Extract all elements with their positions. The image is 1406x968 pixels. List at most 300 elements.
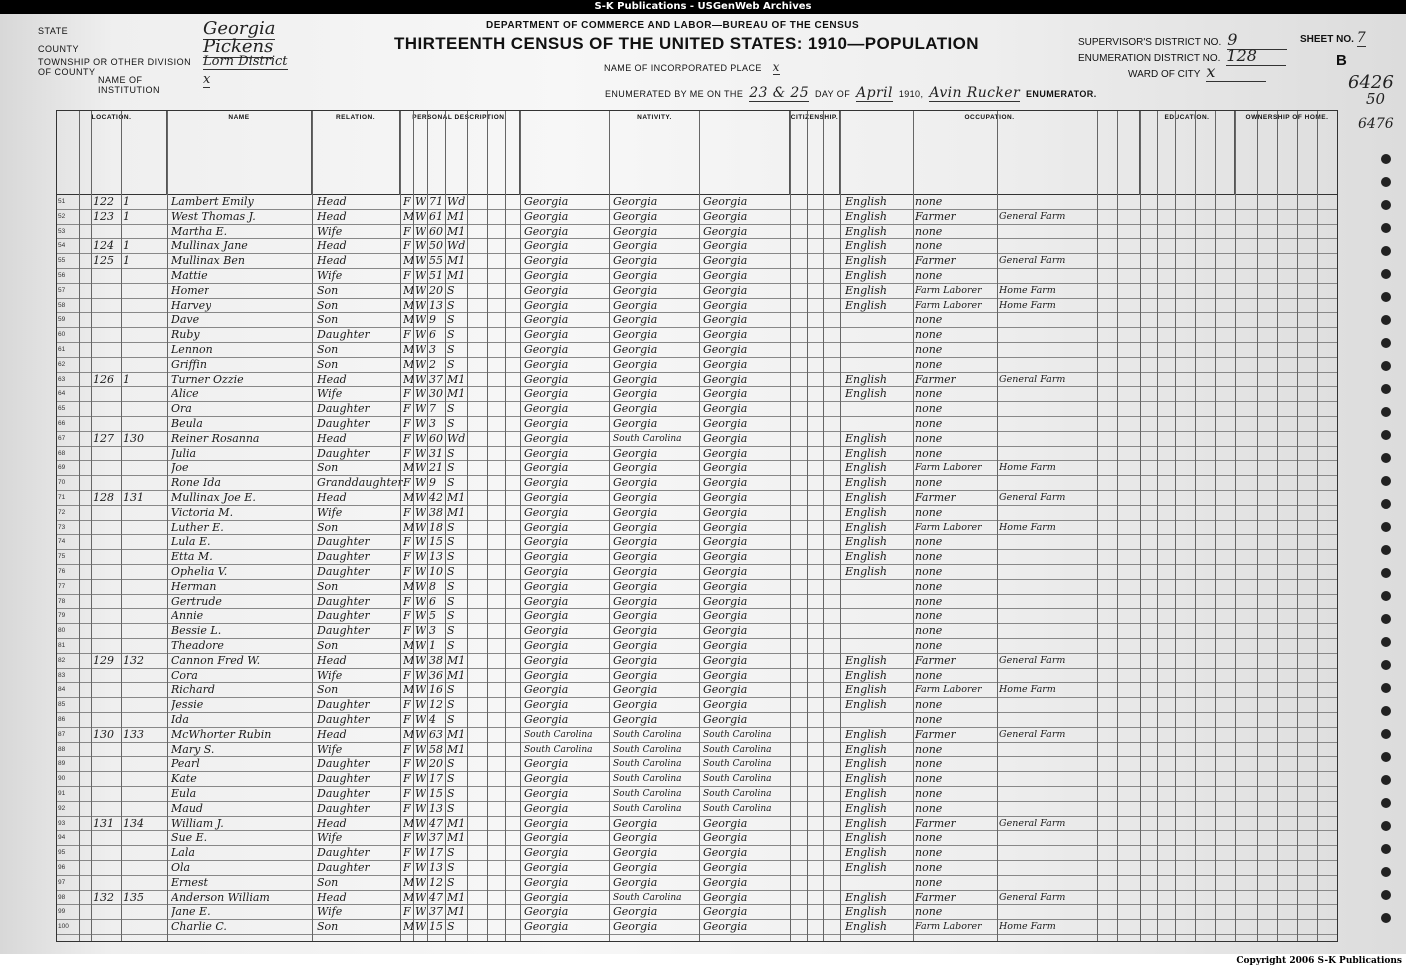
table-row xyxy=(57,284,1337,299)
row-number: 58 xyxy=(58,301,66,309)
relation: Son xyxy=(317,520,339,534)
marital-status: S xyxy=(447,476,455,490)
mother-birthplace: South Carolina xyxy=(703,803,772,814)
relation: Son xyxy=(317,920,339,934)
marital-status: S xyxy=(447,579,455,593)
col-relation: RELATION. xyxy=(312,111,400,195)
marital-status: S xyxy=(447,402,455,416)
binder-hole xyxy=(1381,660,1391,670)
sex: M xyxy=(403,639,415,652)
race: W xyxy=(415,624,427,638)
table-row xyxy=(57,891,1337,906)
mother-birthplace: Georgia xyxy=(703,461,748,475)
occupation: none xyxy=(915,505,943,519)
row-number: 68 xyxy=(58,449,66,457)
occupation: none xyxy=(915,742,943,756)
column-rule xyxy=(1117,111,1118,941)
marital-status: Wd xyxy=(447,431,466,445)
race: W xyxy=(415,209,427,223)
table-row xyxy=(57,328,1337,343)
marital-status: S xyxy=(447,846,455,860)
relation: Daughter xyxy=(317,861,370,874)
table-row xyxy=(57,239,1337,254)
row-number: 60 xyxy=(58,331,66,339)
ward-value: x xyxy=(1206,62,1266,82)
sex: F xyxy=(403,772,411,786)
marital-status: S xyxy=(447,683,455,697)
archive-banner: S-K Publications - USGenWeb Archives xyxy=(0,0,1406,14)
relation: Daughter xyxy=(317,550,370,564)
race: W xyxy=(415,742,427,756)
age: 36 xyxy=(429,668,443,682)
birthplace: Georgia xyxy=(524,579,569,593)
sex: F xyxy=(403,609,411,623)
enumeration-district-label: ENUMERATION DISTRICT NO. xyxy=(1078,53,1221,64)
age: 20 xyxy=(429,283,443,297)
column-headers xyxy=(57,111,1337,195)
relation: Wife xyxy=(317,387,343,401)
sex: F xyxy=(403,624,411,638)
mother-birthplace: Georgia xyxy=(703,565,748,578)
occupation: none xyxy=(915,579,943,593)
industry: General Farm xyxy=(999,210,1066,222)
column-rule xyxy=(699,111,700,941)
relation: Daughter xyxy=(317,713,370,726)
institution-line xyxy=(38,72,288,95)
row-number: 81 xyxy=(58,642,66,649)
mother-birthplace: Georgia xyxy=(703,550,748,564)
father-birthplace: Georgia xyxy=(613,328,658,342)
race: W xyxy=(415,254,427,268)
row-number: 88 xyxy=(58,745,66,753)
marital-status: S xyxy=(447,550,455,564)
dwelling-number: 129 xyxy=(93,653,114,667)
sex: F xyxy=(403,431,411,445)
sex: F xyxy=(403,846,411,860)
father-birthplace: Georgia xyxy=(613,579,658,593)
sheet-label: SHEET NO. xyxy=(1300,34,1354,45)
sex: F xyxy=(403,387,411,401)
mother-birthplace: Georgia xyxy=(703,491,748,504)
table-row xyxy=(57,225,1337,240)
state-value: Georgia xyxy=(203,18,276,39)
row-number: 82 xyxy=(58,656,66,664)
birthplace: Georgia xyxy=(524,431,569,445)
father-birthplace: Georgia xyxy=(613,920,658,934)
industry: General Farm xyxy=(999,654,1066,666)
father-birthplace: Georgia xyxy=(613,372,658,386)
mother-birthplace: Georgia xyxy=(703,698,748,712)
mother-birthplace: Georgia xyxy=(703,875,748,889)
institution-label: NAME OF INSTITUTION xyxy=(98,75,160,95)
table-row xyxy=(57,905,1337,920)
mother-birthplace: Georgia xyxy=(703,846,748,860)
person-name: Lambert Emily xyxy=(171,195,254,208)
language: English xyxy=(845,816,887,830)
father-birthplace: Georgia xyxy=(613,298,658,312)
marital-status: S xyxy=(447,920,455,934)
age: 13 xyxy=(429,861,443,874)
race: W xyxy=(415,727,427,741)
occupation: none xyxy=(915,698,943,712)
birthplace: Georgia xyxy=(524,209,569,223)
father-birthplace: South Carolina xyxy=(613,433,682,444)
birthplace: Georgia xyxy=(524,683,569,697)
race: W xyxy=(415,639,427,652)
father-birthplace: Georgia xyxy=(613,505,658,519)
occupation: none xyxy=(915,624,943,638)
header-right xyxy=(1078,30,1287,81)
marital-status: S xyxy=(447,357,455,371)
marital-status: S xyxy=(447,875,455,889)
language: English xyxy=(845,224,887,238)
age: 47 xyxy=(429,816,443,830)
row-number: 51 xyxy=(58,198,66,205)
language: English xyxy=(845,801,887,815)
father-birthplace: Georgia xyxy=(613,905,658,919)
col-citizenship: CITIZENSHIP. xyxy=(790,111,840,195)
father-birthplace: Georgia xyxy=(613,624,658,638)
birthplace: Georgia xyxy=(524,846,569,860)
occupation: Farmer xyxy=(915,372,956,386)
relation: Wife xyxy=(317,668,343,682)
mother-birthplace: Georgia xyxy=(703,579,748,593)
relation: Son xyxy=(317,298,339,312)
marital-status: M1 xyxy=(447,224,466,238)
father-birthplace: Georgia xyxy=(613,565,658,578)
marital-status: S xyxy=(447,535,455,549)
relation: Daughter xyxy=(317,328,370,342)
binder-hole xyxy=(1381,844,1391,854)
race: W xyxy=(415,239,427,253)
birthplace: Georgia xyxy=(524,313,569,327)
column-rule xyxy=(790,111,791,941)
marital-status: M1 xyxy=(447,505,466,519)
table-row xyxy=(57,580,1337,595)
family-number: 133 xyxy=(123,727,144,741)
industry: General Farm xyxy=(999,373,1066,385)
table-row xyxy=(57,817,1337,832)
binder-hole xyxy=(1381,476,1391,486)
language: English xyxy=(845,757,887,771)
sex: F xyxy=(403,698,411,712)
binder-hole xyxy=(1381,361,1391,371)
birthplace: South Carolina xyxy=(524,744,593,755)
binder-hole xyxy=(1381,384,1391,394)
incorporated-place xyxy=(604,60,780,74)
age: 9 xyxy=(429,313,436,327)
marital-status: S xyxy=(447,594,455,608)
column-rule xyxy=(1175,111,1176,941)
occupation: Farmer xyxy=(915,209,956,223)
occupation: Farmer xyxy=(915,653,956,667)
table-row xyxy=(57,654,1337,669)
row-number: 57 xyxy=(58,286,66,294)
column-rule xyxy=(1215,111,1216,941)
row-number: 64 xyxy=(58,390,66,398)
marital-status: S xyxy=(447,639,455,652)
occupation: none xyxy=(915,846,943,860)
age: 3 xyxy=(429,343,436,356)
race: W xyxy=(415,920,427,934)
row-number: 74 xyxy=(58,538,66,546)
supervisor-label: SUPERVISOR'S DISTRICT NO. xyxy=(1078,37,1222,48)
marital-status: S xyxy=(447,624,455,638)
age: 17 xyxy=(429,846,443,860)
father-birthplace: South Carolina xyxy=(613,774,682,785)
row-number: 55 xyxy=(58,257,66,265)
column-rule xyxy=(840,111,841,941)
age: 47 xyxy=(429,890,443,904)
column-rule xyxy=(487,111,488,941)
binder-holes xyxy=(1378,154,1394,934)
column-rule xyxy=(467,111,468,941)
person-name: Griffin xyxy=(171,357,207,371)
occupation: none xyxy=(915,269,943,282)
sex: F xyxy=(403,476,411,490)
marital-status: S xyxy=(447,801,455,815)
race: W xyxy=(415,476,427,490)
marital-status: S xyxy=(447,698,455,712)
marital-status: S xyxy=(447,520,455,534)
row-number: 84 xyxy=(58,686,66,694)
father-birthplace: Georgia xyxy=(613,461,658,475)
occupation: none xyxy=(915,195,943,208)
day-of-label: DAY OF xyxy=(815,89,851,99)
table-row xyxy=(57,210,1337,225)
mother-birthplace: Georgia xyxy=(703,505,748,519)
relation: Head xyxy=(317,239,347,253)
marital-status: S xyxy=(447,343,455,356)
table-row xyxy=(57,683,1337,698)
mother-birthplace: Georgia xyxy=(703,387,748,401)
age: 60 xyxy=(429,224,443,238)
race: W xyxy=(415,313,427,327)
marital-status: S xyxy=(447,461,455,475)
dwelling-number: 122 xyxy=(93,195,114,208)
father-birthplace: South Carolina xyxy=(613,759,682,770)
mother-birthplace: Georgia xyxy=(703,357,748,371)
marital-status: S xyxy=(447,446,455,460)
occupation: none xyxy=(915,565,943,578)
age: 4 xyxy=(429,713,436,726)
language: English xyxy=(845,846,887,860)
father-birthplace: Georgia xyxy=(613,343,658,356)
binder-hole xyxy=(1381,499,1391,509)
age: 61 xyxy=(429,209,443,223)
industry: General Farm xyxy=(999,891,1066,903)
person-name: Ora xyxy=(171,402,192,416)
marital-status: S xyxy=(447,861,455,874)
column-rule xyxy=(1297,111,1298,941)
person-name: Mullinax Jane xyxy=(171,239,248,253)
margin-note-3: 6476 xyxy=(1358,116,1394,132)
mother-birthplace: Georgia xyxy=(703,639,748,652)
sex: M xyxy=(403,461,415,475)
birthplace: Georgia xyxy=(524,357,569,371)
table-row xyxy=(57,476,1337,491)
sex: M xyxy=(403,520,415,534)
birthplace: Georgia xyxy=(524,668,569,682)
sheet-value: 7 xyxy=(1356,30,1366,46)
sex: F xyxy=(403,417,411,430)
dwelling-number: 123 xyxy=(93,209,114,223)
person-name: Cora xyxy=(171,668,198,682)
occupation: none xyxy=(915,772,943,786)
column-rule xyxy=(79,111,80,941)
father-birthplace: Georgia xyxy=(613,387,658,401)
birthplace: Georgia xyxy=(524,505,569,519)
row-number: 98 xyxy=(58,893,66,901)
row-number: 91 xyxy=(58,790,66,797)
binder-hole xyxy=(1381,913,1391,923)
relation: Son xyxy=(317,357,339,371)
occupation: Farmer xyxy=(915,890,956,904)
mother-birthplace: Georgia xyxy=(703,431,748,445)
father-birthplace: Georgia xyxy=(613,875,658,889)
race: W xyxy=(415,772,427,786)
mother-birthplace: Georgia xyxy=(703,668,748,682)
county-value: Pickens xyxy=(203,36,274,57)
birthplace: Georgia xyxy=(524,653,569,667)
mother-birthplace: South Carolina xyxy=(703,774,772,785)
occupation: none xyxy=(915,476,943,490)
race: W xyxy=(415,861,427,874)
age: 42 xyxy=(429,491,443,504)
industry: Home Farm xyxy=(999,299,1056,311)
birthplace: Georgia xyxy=(524,890,569,904)
race: W xyxy=(415,801,427,815)
marital-status: S xyxy=(447,609,455,623)
birthplace: Georgia xyxy=(524,624,569,638)
county-label: COUNTY xyxy=(38,44,79,54)
birthplace: Georgia xyxy=(524,269,569,282)
occupation: Farm Laborer xyxy=(915,299,982,311)
margin-note-2: 50 xyxy=(1366,90,1386,108)
marital-status: M1 xyxy=(447,269,466,282)
col-nativity: NATIVITY. xyxy=(520,111,790,195)
family-number: 130 xyxy=(123,431,144,445)
industry: Home Farm xyxy=(999,921,1056,933)
industry: General Farm xyxy=(999,492,1066,503)
column-rule xyxy=(312,111,313,941)
binder-hole xyxy=(1381,430,1391,440)
marital-status: S xyxy=(447,313,455,327)
birthplace: Georgia xyxy=(524,787,569,800)
mother-birthplace: Georgia xyxy=(703,298,748,312)
row-number: 77 xyxy=(58,582,66,590)
occupation: none xyxy=(915,550,943,564)
race: W xyxy=(415,550,427,564)
col-location: LOCATION. xyxy=(57,111,167,195)
sex: M xyxy=(403,372,415,386)
sheet-letter: B xyxy=(1336,52,1347,69)
language: English xyxy=(845,461,887,475)
row-number: 89 xyxy=(58,760,66,768)
column-rule xyxy=(913,111,914,941)
sex: F xyxy=(403,446,411,460)
binder-hole xyxy=(1381,338,1391,348)
family-number: 131 xyxy=(123,491,144,504)
row-number: 92 xyxy=(58,804,66,812)
mother-birthplace: Georgia xyxy=(703,683,748,697)
column-rule xyxy=(400,111,401,941)
col-personal: PERSONAL DESCRIPTION. xyxy=(400,111,520,195)
relation: Daughter xyxy=(317,801,370,815)
mother-birthplace: Georgia xyxy=(703,890,748,904)
ward-label: WARD OF CITY xyxy=(1128,69,1201,80)
occupation: none xyxy=(915,357,943,371)
family-number: 1 xyxy=(123,372,130,386)
age: 12 xyxy=(429,875,443,889)
birthplace: Georgia xyxy=(524,387,569,401)
row-number: 86 xyxy=(58,716,66,723)
person-name: Rone Ida xyxy=(171,476,221,490)
age: 38 xyxy=(429,505,443,519)
dwelling-number: 131 xyxy=(93,816,114,830)
table-row xyxy=(57,535,1337,550)
column-rule xyxy=(1277,111,1278,941)
father-birthplace: Georgia xyxy=(613,639,658,652)
occupation: none xyxy=(915,831,943,845)
age: 6 xyxy=(429,594,436,608)
marital-status: Wd xyxy=(447,195,466,208)
township-value: Lorn District xyxy=(203,54,288,69)
occupation: none xyxy=(915,713,943,726)
table-row xyxy=(57,802,1337,817)
language: English xyxy=(845,298,887,312)
row-number: 85 xyxy=(58,701,66,709)
family-number: 1 xyxy=(123,239,130,253)
binder-hole xyxy=(1381,867,1391,877)
race: W xyxy=(415,653,427,667)
month-value: April xyxy=(856,85,893,101)
language: English xyxy=(845,372,887,386)
race: W xyxy=(415,875,427,889)
department-heading: DEPARTMENT OF COMMERCE AND LABOR—BUREAU OF THE CENSUS xyxy=(486,20,860,31)
father-birthplace: Georgia xyxy=(613,224,658,238)
birthplace: Georgia xyxy=(524,328,569,342)
relation: Wife xyxy=(317,505,343,519)
mother-birthplace: Georgia xyxy=(703,861,748,874)
sex: F xyxy=(403,787,411,800)
language: English xyxy=(845,254,887,268)
language: English xyxy=(845,283,887,297)
birthplace: South Carolina xyxy=(524,729,593,740)
person-name: Herman xyxy=(171,579,217,593)
industry: Home Farm xyxy=(999,462,1056,474)
table-row xyxy=(57,432,1337,447)
relation: Daughter xyxy=(317,535,370,549)
person-name: Victoria M. xyxy=(171,505,234,519)
mother-birthplace: Georgia xyxy=(703,224,748,238)
father-birthplace: Georgia xyxy=(613,861,658,874)
language: English xyxy=(845,920,887,934)
col-name: NAME xyxy=(167,111,312,195)
person-name: Reiner Rosanna xyxy=(171,431,260,445)
marital-status: M1 xyxy=(447,653,466,667)
father-birthplace: South Carolina xyxy=(613,744,682,755)
birthplace: Georgia xyxy=(524,402,569,416)
table-row xyxy=(57,417,1337,432)
marital-status: M1 xyxy=(447,387,466,401)
race: W xyxy=(415,298,427,312)
table-row xyxy=(57,521,1337,536)
binder-hole xyxy=(1381,729,1391,739)
supervisor-line xyxy=(1078,30,1287,49)
relation: Wife xyxy=(317,905,343,919)
age: 50 xyxy=(429,239,443,253)
